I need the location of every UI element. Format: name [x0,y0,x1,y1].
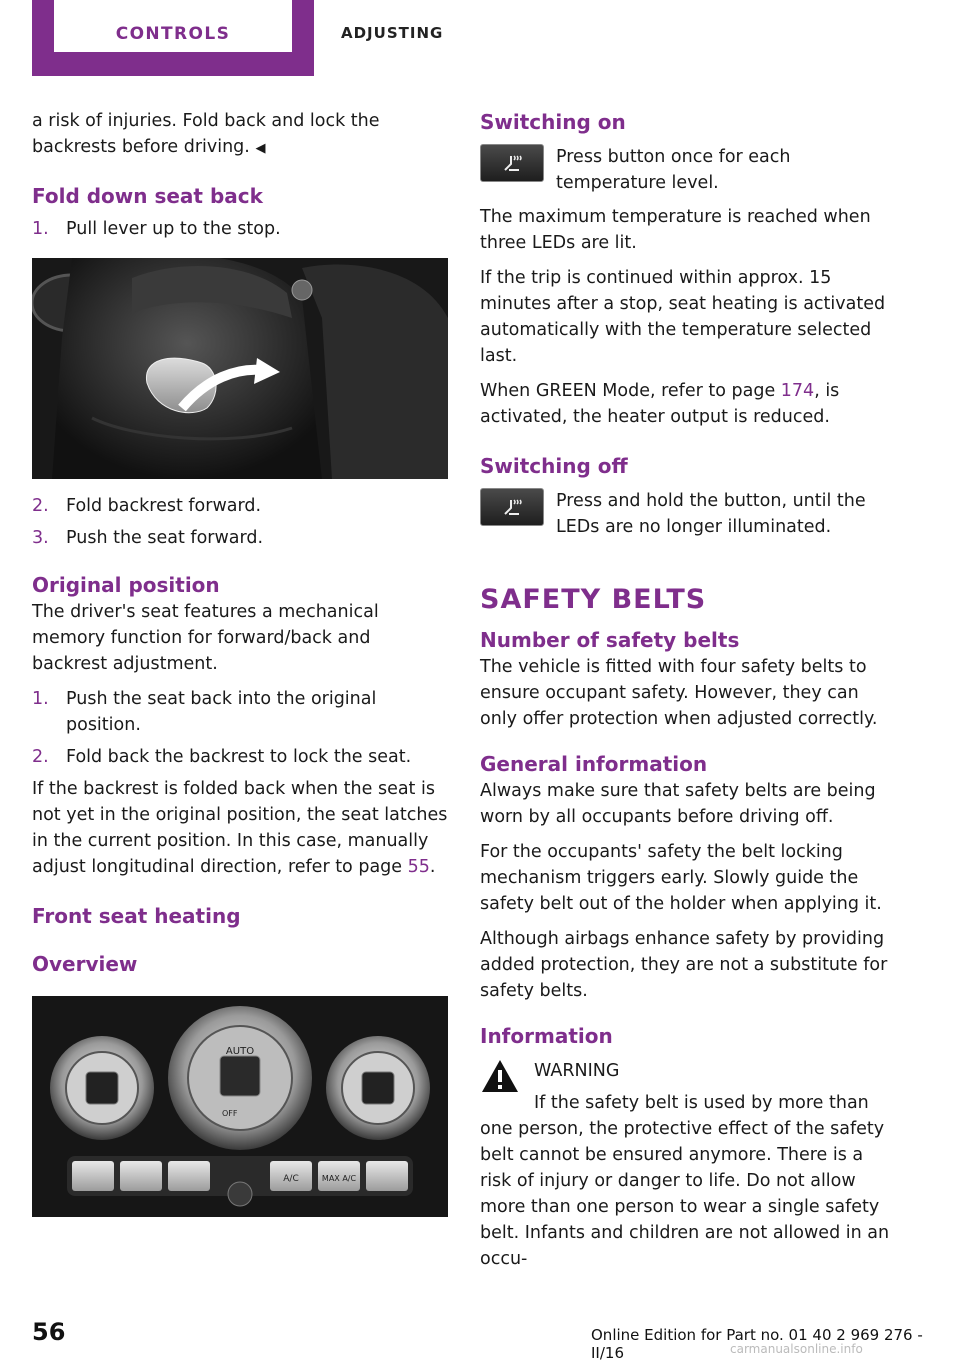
general-info-p2: For the occupants' safety the belt locking mechanism triggers early. Slowly guide the safety belt out of the holder when applying it. [480,842,882,914]
step-number: 3. [32,528,49,548]
seat-lever-illustration [32,258,448,479]
max-ac-label: MAX A/C [321,1174,357,1183]
list-item [32,525,450,551]
note-text: If the backrest is folded back when the seat is not yet in the original position, the seat latches in the current position. In this case, manually adjust longitudinal direction, refer to page [32,779,448,877]
note-end: . [429,857,436,877]
off-label: OFF [222,1109,238,1118]
auto-label: AUTO [225,1046,255,1057]
switching-on-p3 [480,378,900,430]
switching-on-p1: The maximum temperature is reached when three LEDs are lit. [480,207,871,253]
page-link-174[interactable]: 174 [780,381,815,401]
header-bar [0,0,960,80]
tab-controls-label: CONTROLS [54,0,292,52]
switching-on-row [480,144,900,196]
right-column [480,108,900,1272]
list-item [32,216,450,242]
list-item [32,744,450,770]
warning-label: WARNING [534,1061,620,1081]
switching-off-text: Press and hold the button, until the LEDs are no longer illuminated. [556,491,866,537]
step-text: Push the seat forward. [66,528,264,548]
warning-text: If the safety belt is used by more than one person, the protective effect of the safety belt cannot be ensured anymore. There is a risk of injury or danger to life. Do not allow more than one person to wear a single safety belt. Infants and children are not allowed in an occu- [480,1093,890,1269]
p3-text: When GREEN Mode, refer to page [480,381,781,401]
step-text: Pull lever up to the stop. [66,219,281,239]
list-item [32,686,450,738]
information-heading: Information [480,1024,613,1048]
step-number: 2. [32,496,49,516]
watermark: carmanualsonline.info [730,1342,863,1356]
step-text: Fold back the backrest to lock the seat. [66,747,412,767]
seat-heating-button-icon [480,488,544,526]
warning-block [480,1058,900,1272]
seat-heating-icon [501,496,523,518]
original-position-intro: The driver's seat features a mechanical memory function for forward/back and backrest adjustment. [32,602,379,674]
original-position-steps [32,686,450,770]
list-item [32,493,450,519]
edition-note: Online Edition for Part no. 01 40 2 969 276 - II/16 [591,1326,923,1362]
climate-panel-photo [32,996,448,1217]
tab-adjusting[interactable]: ADJUSTING [341,24,444,42]
general-info-heading: General information [480,752,708,776]
step-text: Push the seat back into the original position. [66,689,377,735]
seat-heating-icon [501,152,523,174]
fold-down-steps [32,216,450,242]
switching-on-heading: Switching on [480,110,626,134]
step-number: 1. [32,219,49,239]
overview-heading: Overview [32,952,138,976]
original-position-note [32,776,450,880]
general-info-p1: Always make sure that safety belts are being worn by all occupants before driving off. [480,781,876,827]
left-column [32,108,450,1217]
switching-on-p2: If the trip is continued within approx. 15 minutes after a stop, seat heating is activated automatically with the temperature selected last. [480,268,886,366]
step-text: Fold backrest forward. [66,496,262,516]
warning-triangle-icon [480,1058,520,1094]
intro-paragraph [32,108,450,162]
page-number: 56 [32,1318,66,1346]
number-of-belts-heading: Number of safety belts [480,628,740,652]
end-mark-icon: ◀ [255,141,266,156]
original-position-heading: Original position [32,573,220,597]
fold-down-heading: Fold down seat back [32,184,263,208]
step-number: 2. [32,747,49,767]
safety-belts-title: SAFETY BELTS [480,584,707,615]
number-of-belts-text: The vehicle is fitted with four safety belts to ensure occupant safety. However, they can only offer protection when adjusted correctly. [480,657,878,729]
intro-text: a risk of injuries. Fold back and lock the backrests before driving. [32,111,380,157]
general-info-p3: Although airbags enhance safety by providing added protection, they are not a substitute for safety belts. [480,929,888,1001]
fold-down-steps-continued [32,493,450,551]
switching-off-heading: Switching off [480,454,628,478]
switching-off-row [480,488,900,540]
climate-panel-illustration [32,996,448,1217]
front-seat-heating-heading: Front seat heating [32,904,241,928]
step-number: 1. [32,689,49,709]
page-link-55[interactable]: 55 [407,857,430,877]
p3-end: , is activated, the heater output is reduced. [480,381,840,427]
seat-heating-button-icon [480,144,544,182]
ac-label: A/C [283,1174,299,1184]
seat-lever-photo [32,258,448,479]
tab-controls[interactable] [32,0,314,76]
switching-on-text: Press button once for each temperature level. [556,147,791,193]
